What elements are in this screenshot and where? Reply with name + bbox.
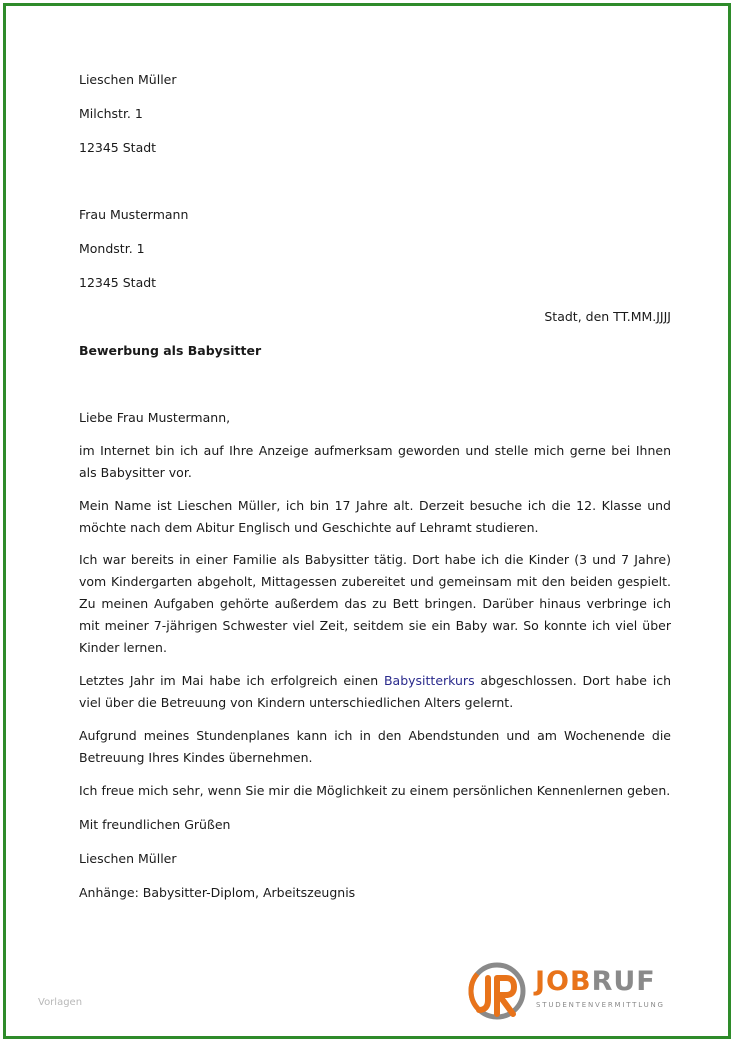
logo-job: JOB	[535, 966, 592, 997]
paragraph-experience: Ich war bereits in einer Familie als Babysitter tätig. Dort habe ich die Kinder (3 und 7 Jahre) vom Kindergarten abgeholt, Mittagessen zubereitet und gemeinsam mit den beiden gespielt. Zu meinen Aufgaben gehörte außerdem das zu Bett bringen. Darüber hinaus verbringe ich mit meiner 7-jährigen Schwester viel Zeit, seitdem sie ein Baby war. So konnte ich viel über Kinder lernen.	[79, 552, 671, 655]
date-line: Stadt, den TT.MM.JJJJ	[544, 309, 671, 324]
sender-street: Milchstr. 1	[79, 106, 143, 121]
paragraph-intro: im Internet bin ich auf Ihre Anzeige aufmerksam geworden und stelle mich gerne bei Ihnen als Babysitter vor.	[79, 443, 671, 480]
course-text-after: abgeschlossen. Dort habe ich viel über die Betreuung von Kindern unterschiedlichen Alters gelernt.	[79, 673, 671, 710]
paragraph-closing-wish: Ich freue mich sehr, wenn Sie mir die Möglichkeit zu einem persönlichen Kennenlernen geben.	[79, 783, 671, 798]
sender-name: Lieschen Müller	[79, 72, 177, 87]
paragraph-course	[79, 670, 671, 714]
paragraph-availability: Aufgrund meines Stundenplanes kann ich in den Abendstunden und am Wochenende die Betreuung Ihres Kindes übernehmen.	[79, 728, 671, 765]
signature: Lieschen Müller	[79, 851, 177, 866]
recipient-city: 12345 Stadt	[79, 275, 157, 290]
babysitterkurs-link[interactable]: Babysitterkurs	[383, 673, 475, 688]
logo-ruf: RUF	[591, 966, 656, 997]
closing: Mit freundlichen Grüßen	[79, 817, 231, 832]
course-text-before: Letztes Jahr im Mai habe ich erfolgreich einen	[79, 673, 384, 688]
recipient-name: Frau Mustermann	[79, 207, 189, 222]
paragraph-about: Mein Name ist Lieschen Müller, ich bin 17 Jahre alt. Derzeit besuche ich die 12. Klasse und möchte nach dem Abitur Englisch und Geschichte auf Lehramt studieren.	[79, 498, 671, 535]
recipient-street: Mondstr. 1	[79, 241, 145, 256]
watermark: Vorlagen	[38, 997, 83, 1008]
subject-line: Bewerbung als Babysitter	[79, 343, 262, 358]
jobruf-logo	[466, 960, 676, 1024]
salutation: Liebe Frau Mustermann,	[79, 410, 231, 425]
sender-city: 12345 Stadt	[79, 140, 157, 155]
logo-emblem-icon	[466, 960, 528, 1022]
logo-wordmark	[535, 966, 656, 997]
logo-tagline: STUDENTENVERMITTLUNG	[536, 1001, 665, 1009]
attachments: Anhänge: Babysitter-Diplom, Arbeitszeugnis	[79, 885, 356, 900]
